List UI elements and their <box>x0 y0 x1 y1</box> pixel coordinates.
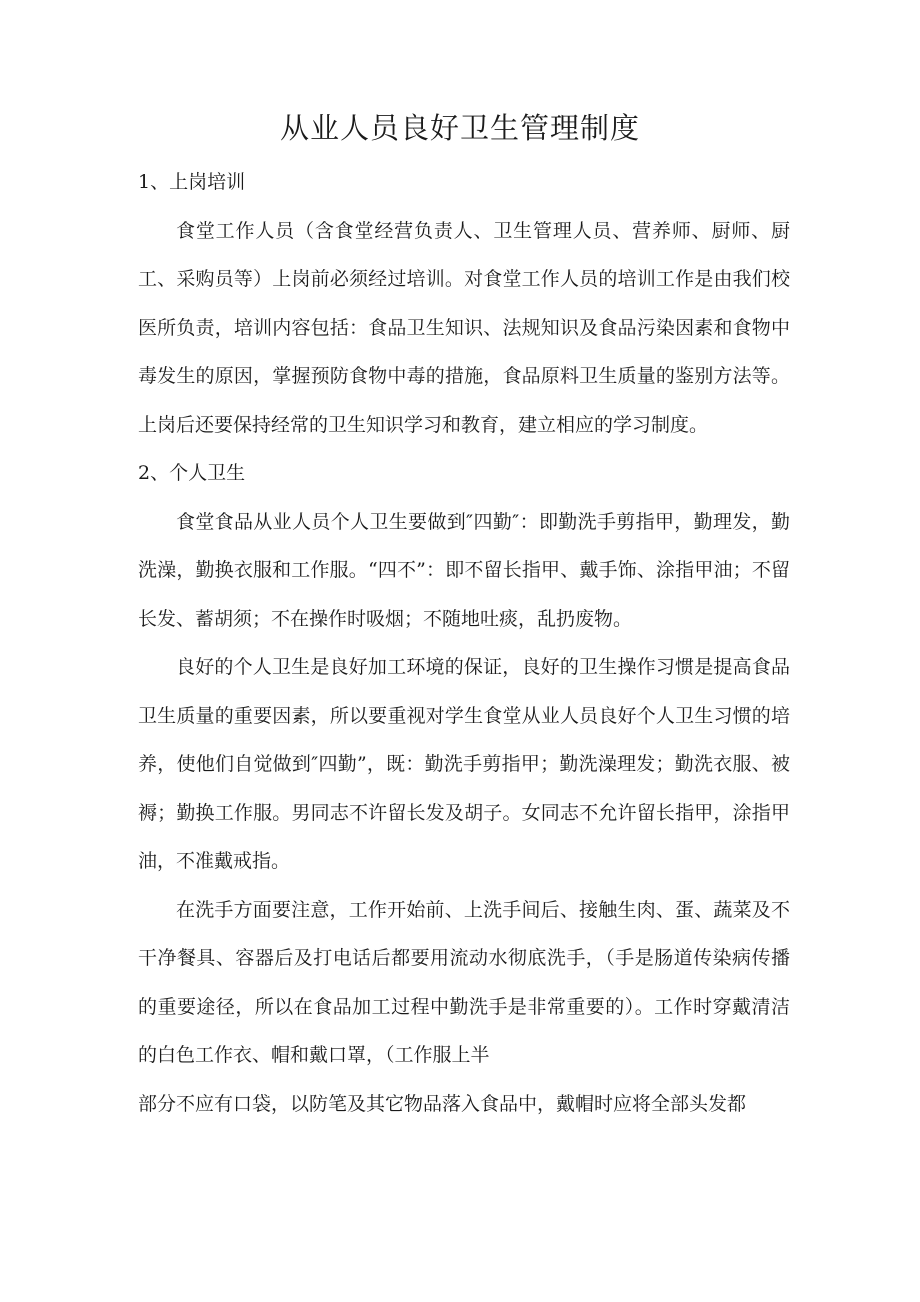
paragraph-good-habits: 良好的个人卫生是良好加工环境的保证，良好的卫生操作习惯是提高食品卫生质量的重要因素，所以要重视对学生食堂从业人员良好个人卫生习惯的培养，使他们自觉做到″四勤”，既：勤洗手剪指甲；勤洗澡理发；勤洗衣服、被褥；勤换工作服。男同志不许留长发及胡子。女同志不允许留长指甲，涂指甲油，不准戴戒指。 <box>138 656 790 872</box>
paragraph-four-diligences: 食堂食品从业人员个人卫生要做到″四勤″：即勤洗手剪指甲，勤理发，勤洗澡，勤换衣服和工作服。“四不”：即不留长指甲、戴手饰、涂指甲油；不留长发、蓄胡须；不在操作时吸烟；不随地吐痰，乱扔废物。 <box>138 510 790 630</box>
document-body <box>138 158 790 1128</box>
section-heading-training: 1、上岗培训 <box>138 171 246 193</box>
section-heading-hygiene: 2、个人卫生 <box>138 462 246 484</box>
paragraph-training: 食堂工作人员（含食堂经营负责人、卫生管理人员、营养师、厨师、厨工、采购员等）上岗前必须经过培训。对食堂工作人员的培训工作是由我们校医所负责，培训内容包括：食品卫生知识、法规知识及食品污染因素和食物中毒发生的原因，掌握预防食物中毒的措施，食品原料卫生质量的鉴别方法等。上岗后还要保持经常的卫生知识学习和教育，建立相应的学习制度。 <box>138 219 790 436</box>
paragraph-continuation: 部分不应有口袋，以防笔及其它物品落入食品中，戴帽时应将全部头发都 <box>138 1092 747 1115</box>
document-title: 从业人员良好卫生管理制度 <box>279 111 640 145</box>
paragraph-hand-washing: 在洗手方面要注意，工作开始前、上洗手间后、接触生肉、蛋、蔬菜及不干净餐具、容器后及打电话后都要用流动水彻底洗手，（手是肠道传染病传播的重要途径，所以在食品加工过程中勤洗手是非常重要的）。工作时穿戴清洁的白色工作衣、帽和戴口罩，（工作服上半 <box>138 898 790 1066</box>
